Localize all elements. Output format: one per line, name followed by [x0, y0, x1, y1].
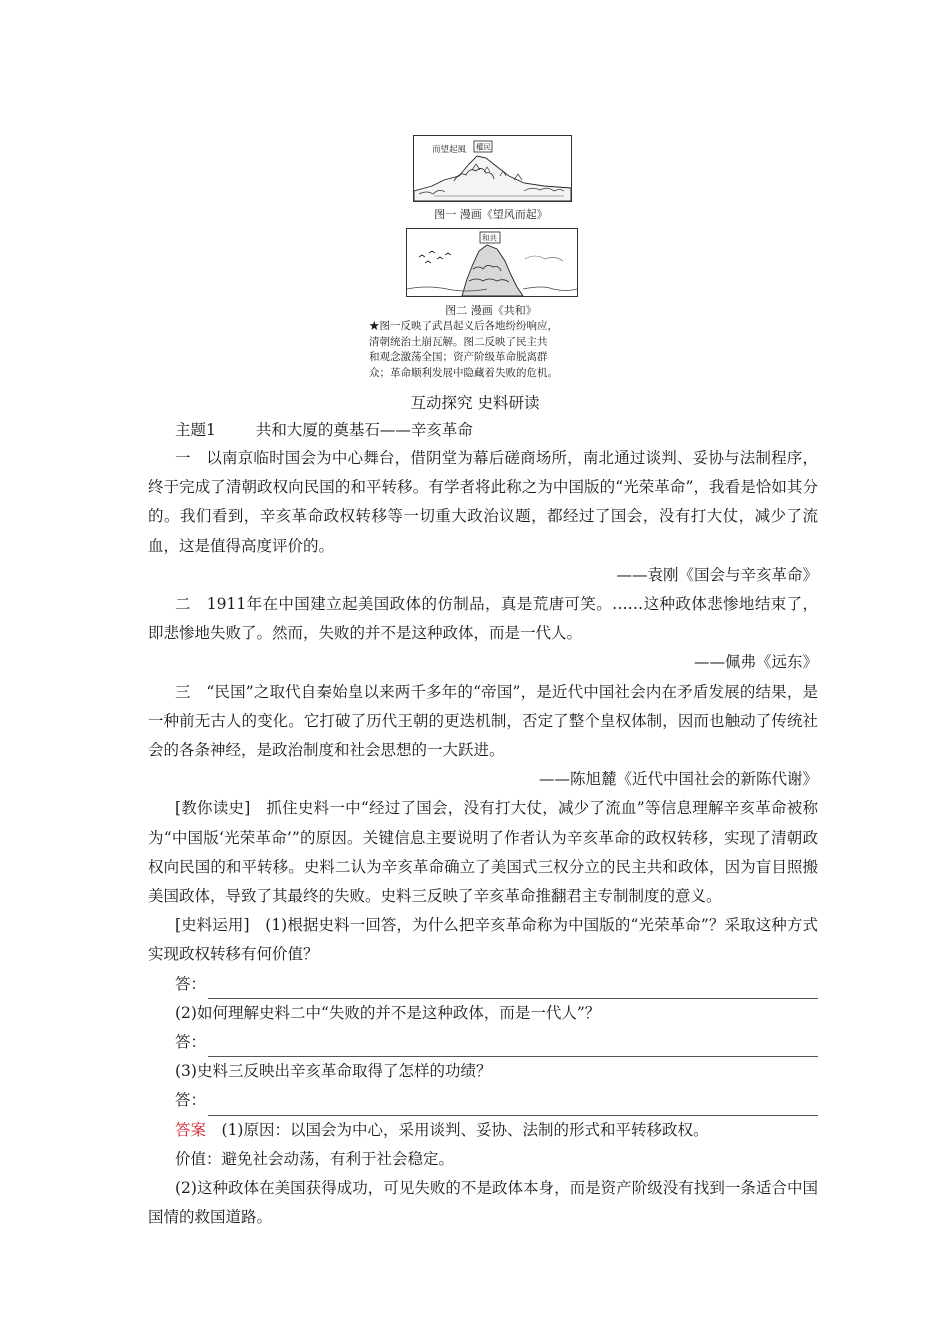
- answer-field-1[interactable]: [148, 970, 818, 999]
- cartoon-figure-2: [406, 228, 578, 297]
- figure-note: [369, 319, 609, 381]
- material-3-text: 三 “民国”之取代自秦始皇以来两千多年的“帝国”，是近代中国社会内在矛盾发展的结果，是一种前无古人的变化。它打破了历代王朝的更迭机制，否定了整个皇权体制，因而也触动了传统社会的各条神经，是政治制度和社会思想的一大跃进。: [148, 682, 818, 760]
- answer-field-3[interactable]: [148, 1086, 818, 1115]
- material-1-source: ——袁刚《国会与辛亥革命》: [616, 565, 818, 584]
- answer-blank[interactable]: [208, 977, 818, 999]
- answer-blank[interactable]: [208, 1035, 818, 1057]
- topic-label: 主题1: [175, 421, 216, 439]
- question-3: (3)史料三反映出辛亥革命取得了怎样的功绩？: [175, 1062, 492, 1081]
- answer-line-2: 价值：避免社会动荡，有利于社会稳定。: [175, 1149, 455, 1168]
- material-1-text: 一 以南京临时国会为中心舞台，借阴堂为幕后磋商场所，南北通过谈判、妥协与法制程序，终于完成了清朝政权向民国的和平转移。有学者将此称之为中国版的“光荣革命”，我看是恰如其分的。我们看到，辛亥革命政权转移等一切重大政治议题，都经过了国会，没有打大仗，减少了流血，这是值得高度评价的。: [148, 449, 818, 555]
- answer-label: 答：: [175, 1033, 207, 1052]
- cartoon-figure-1: [413, 135, 572, 202]
- main-body: [148, 444, 818, 1232]
- material-3-source: ——陈旭麓《近代中国社会的新陈代谢》: [538, 770, 818, 789]
- answer-label: 答：: [175, 974, 207, 993]
- fig2-label-box: 和共: [482, 233, 497, 243]
- answer-blank[interactable]: [208, 1094, 818, 1116]
- note-line: 和观念激荡全国；资产阶级革命脱离群: [369, 351, 548, 363]
- answer-line-1: [148, 1116, 818, 1145]
- fig1-label-box: 權民: [476, 142, 491, 152]
- cartoon-drawing-1: [414, 136, 571, 201]
- material-2-source: ——佩弗《远东》: [693, 653, 818, 672]
- question-1: [史料运用] (1)根据史料一回答，为什么把辛亥革命称为中国版的“光荣革命”？采取这种方式实现政权转移有何价值？: [148, 916, 818, 964]
- answer-field-2[interactable]: [148, 1028, 818, 1057]
- answer-text-1: (1)原因：以国会为中心，采用谈判、妥协、法制的形式和平转移政权。: [206, 1120, 709, 1139]
- question-2: (2)如何理解史料二中“失败的并不是这种政体，而是一代人”？: [175, 1003, 601, 1022]
- material-2-text: 二 1911年在中国建立起美国政体的仿制品，真是荒唐可笑。……这种政体悲惨地结束了，即悲惨地失败了。然而，失败的并不是这种政体，而是一代人。: [148, 595, 818, 643]
- note-line: ★图一反映了武昌起义后各地纷纷响应，: [369, 320, 558, 332]
- fig1-caption: 图一 漫画《望风而起》: [434, 208, 548, 221]
- section-title: 互动探究 史料研读: [410, 394, 540, 412]
- reading-guide: [教你读史] 抓住史料一中“经过了国会，没有打大仗，减少了流血”等信息理解辛亥革命被称为“中国版‘光荣革命’”的原因。关键信息主要说明了作者认为辛亥革命的政权转移，实现了清朝政权向民国的和平转移。史料二认为辛亥革命确立了美国式三权分立的民主共和政体，因为盲目照搬美国政体，导致了其最终的失败。史料三反映了辛亥革命推翻君主专制制度的意义。: [148, 799, 818, 906]
- note-line: 众；革命顺利发展中隐藏着失败的危机。: [369, 366, 558, 379]
- fig1-label-left: 而望起風: [432, 145, 467, 155]
- answer-line-3: (2)这种政体在美国获得成功，可见失败的不是政体本身，而是资产阶级没有找到一条适合中国国情的救国道路。: [148, 1179, 818, 1227]
- answer-label: 答：: [175, 1091, 207, 1110]
- note-line: 清朝统治土崩瓦解。图二反映了民主共: [369, 335, 548, 348]
- cartoon-drawing-2: [407, 229, 577, 296]
- answer-key-label: 答案: [175, 1120, 207, 1139]
- topic-heading: [175, 418, 473, 440]
- fig2-caption: 图二 漫画《共和》: [445, 304, 537, 317]
- topic-title: 共和大厦的奠基石——辛亥革命: [255, 421, 473, 439]
